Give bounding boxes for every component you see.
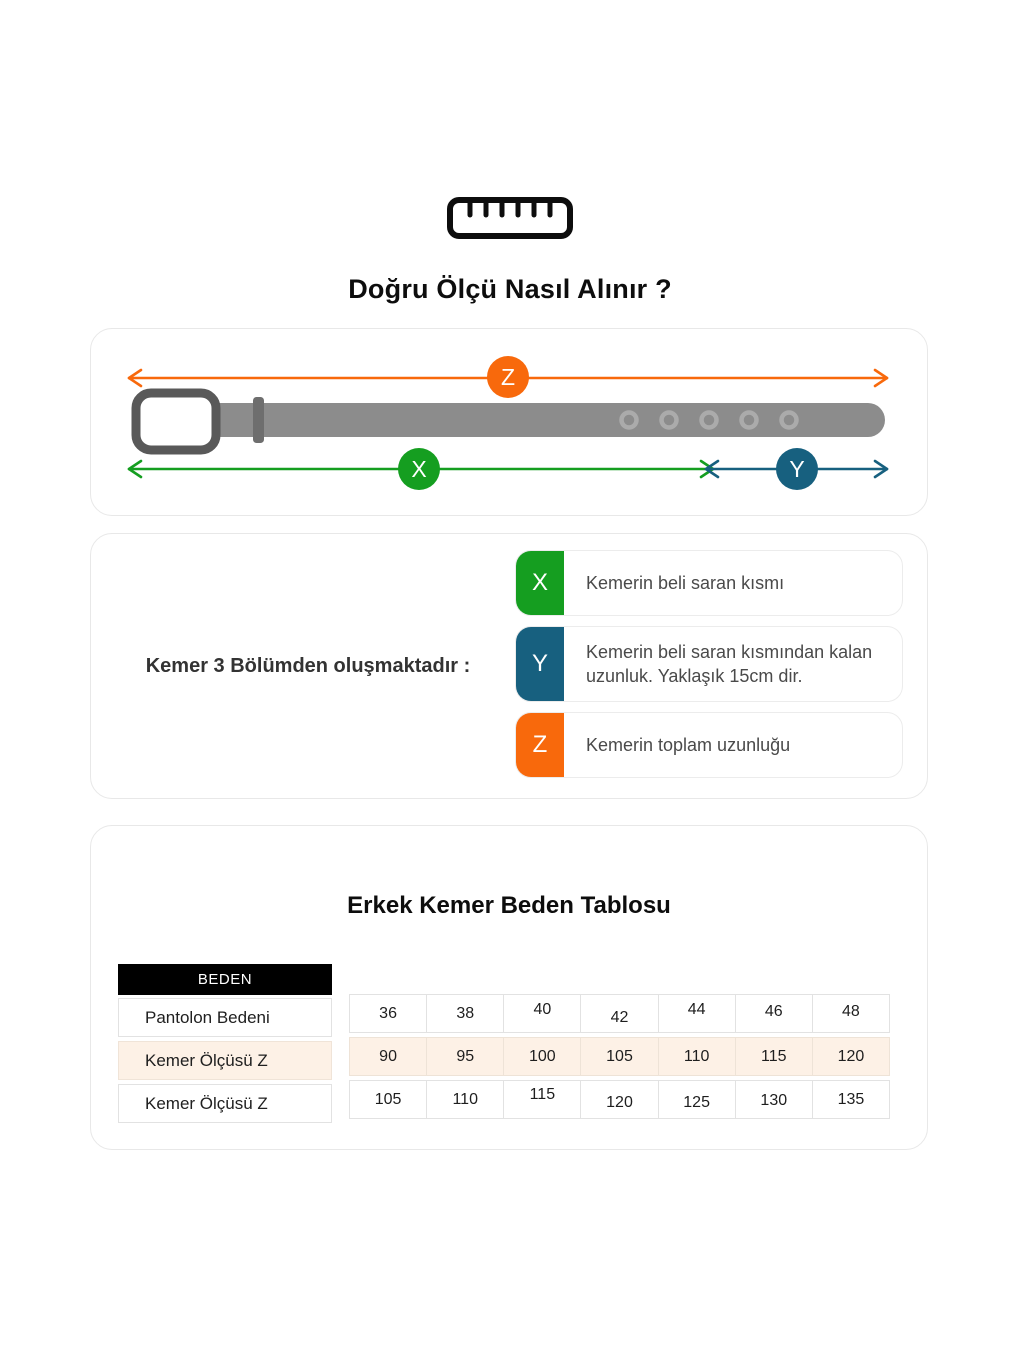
size-table-values (349, 994, 890, 1123)
table-cell: 42 (581, 995, 658, 1032)
table-cell: 110 (427, 1081, 504, 1118)
table-cell: 90 (350, 1038, 427, 1075)
page-title: Doğru Ölçü Nasıl Alınır ? (348, 274, 672, 304)
table-cell: 120 (581, 1081, 658, 1118)
z-color-tab: Z (516, 713, 564, 777)
row-label-kemer-olcusu-z-1: Kemer Ölçüsü Z (118, 1041, 332, 1080)
legend-item-text: Kemerin beli saran kısmından kalan uzunluk. Yaklaşık 15cm dir. (586, 641, 873, 686)
belt-buckle (136, 393, 216, 450)
size-table-row-headers (118, 964, 332, 1127)
table-cell: 115 (504, 1081, 581, 1118)
table-cell: 130 (736, 1081, 813, 1118)
table-cell: 110 (659, 1038, 736, 1075)
table-cell: 125 (659, 1081, 736, 1118)
table-cell: 46 (736, 995, 813, 1032)
table-cell: 40 (504, 995, 581, 1032)
z-badge-label: Z (500, 364, 516, 390)
table-cell: 48 (842, 1002, 860, 1020)
row-label-kemer-olcusu-z-2: Kemer Ölçüsü Z (118, 1084, 332, 1123)
legend-item-text: Kemerin beli saran kısmı (586, 572, 785, 593)
table-row (349, 1037, 890, 1076)
size-table-title: Erkek Kemer Beden Tablosu (347, 892, 671, 919)
legend-item-x (515, 550, 903, 616)
row-label-pantolon-bedeni: Pantolon Bedeni (118, 998, 332, 1037)
x-color-tab: X (516, 551, 564, 615)
belt-diagram (91, 329, 927, 515)
table-cell: 115 (736, 1038, 813, 1075)
table-cell: 105 (581, 1038, 658, 1075)
table-cell: 44 (659, 995, 736, 1032)
table-row (349, 994, 890, 1033)
legend-item-z (515, 712, 903, 778)
belt-illustration (136, 393, 885, 450)
legend-item-text: Kemerin toplam uzunluğu (586, 734, 791, 755)
legend-item-y (515, 626, 903, 702)
legend-heading: Kemer 3 Bölümden oluşmaktadır : (145, 654, 471, 677)
x-badge-label: X (411, 456, 427, 482)
belt-loop (253, 397, 264, 443)
table-cell: 135 (837, 1090, 865, 1108)
size-table-card (90, 825, 928, 1150)
y-color-tab: Y (516, 627, 564, 701)
y-badge-label: Y (789, 456, 805, 482)
table-cell: 120 (837, 1047, 865, 1065)
corner-header: BEDEN (118, 964, 332, 995)
table-cell: 36 (350, 995, 427, 1032)
legend-card (90, 533, 928, 799)
belt-diagram-card (90, 328, 928, 516)
table-cell: 105 (350, 1081, 427, 1118)
ruler-icon (0, 196, 1020, 240)
legend-items (515, 550, 903, 778)
table-cell: 100 (504, 1038, 581, 1075)
table-cell: 95 (427, 1038, 504, 1075)
table-cell: 38 (427, 995, 504, 1032)
table-row (349, 1080, 890, 1119)
